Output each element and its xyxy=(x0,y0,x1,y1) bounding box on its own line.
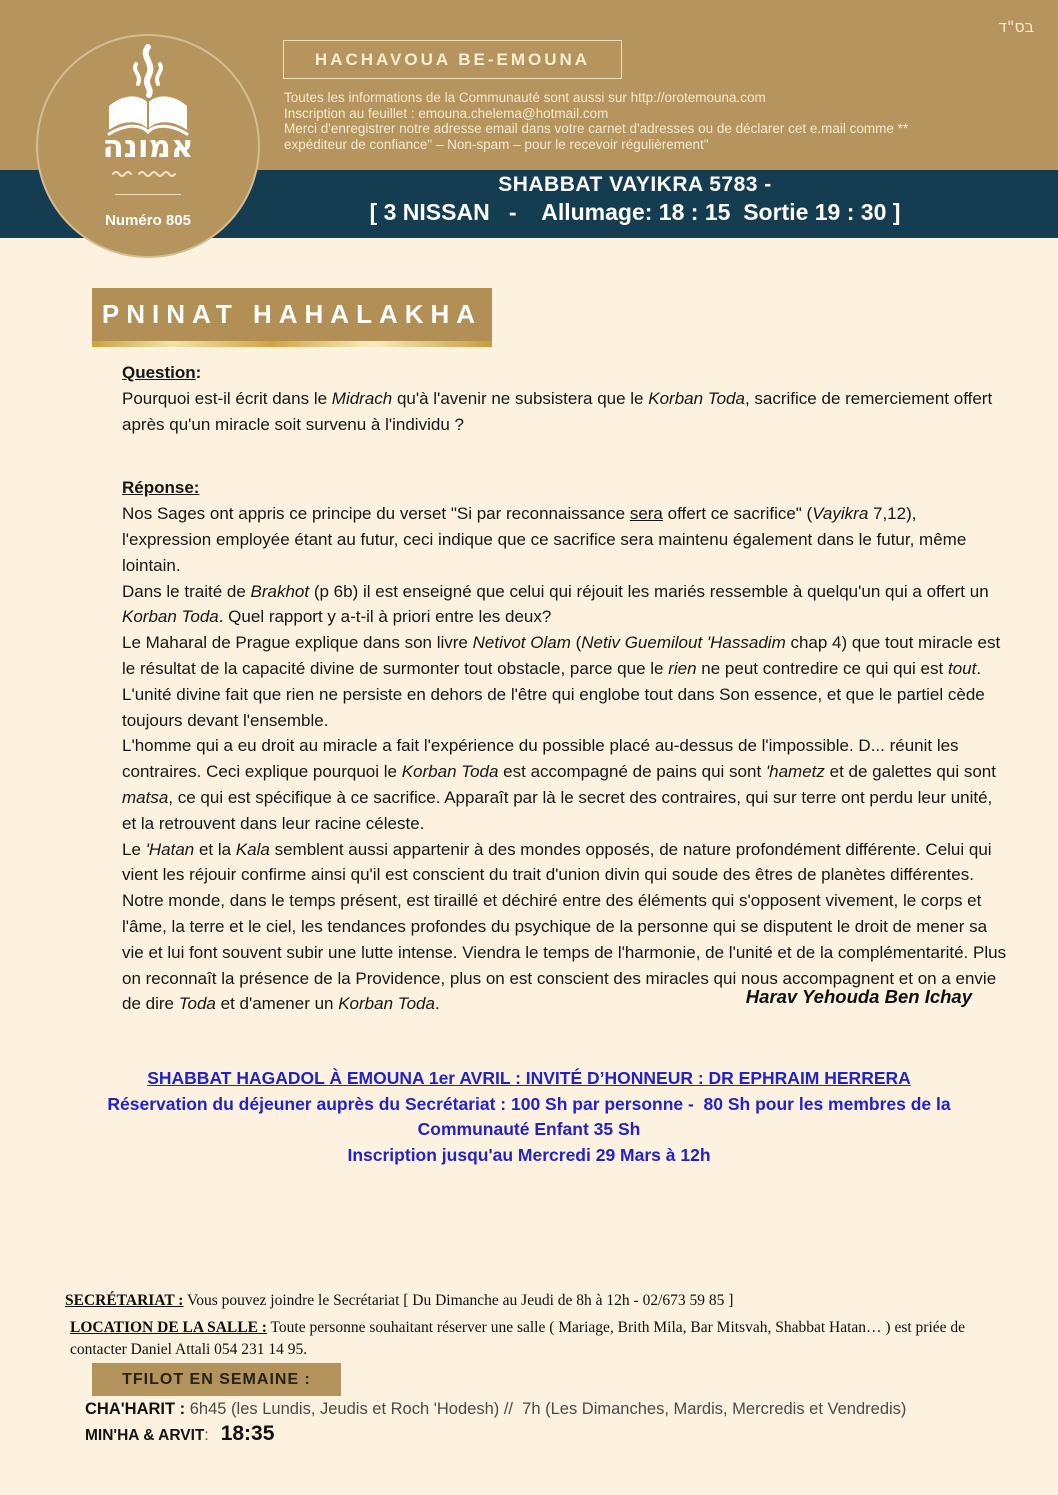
question-label: Question: xyxy=(122,363,202,382)
bsd-hebrew-text: בס"ד xyxy=(998,17,1034,36)
newsletter-title-box xyxy=(283,40,622,79)
secretariat-section xyxy=(65,1290,1015,1362)
tfilot-banner xyxy=(92,1363,341,1396)
secretariat-line: SECRÉTARIAT : Vous pouvez joindre le Secrétariat [ Du Dimanche au Jeudi de 8h à 12h - 02/673 59 85 ] xyxy=(65,1292,734,1309)
minha-colon: : xyxy=(204,1427,209,1444)
reponse-label: Réponse: xyxy=(122,478,200,498)
logo-divider xyxy=(115,194,181,195)
minha-time: 18:35 xyxy=(220,1422,275,1445)
logo-hebrew-name: אמונה xyxy=(102,129,194,165)
section-banner-pninat xyxy=(92,288,492,347)
announcement-deadline: Inscription jusqu'au Mercredi 29 Mars à 12h xyxy=(347,1144,711,1165)
article-body xyxy=(122,360,1008,1017)
chaharit-line xyxy=(85,1400,906,1419)
newsletter-title: HACHAVOUA BE-EMOUNA xyxy=(314,49,591,69)
minha-line xyxy=(85,1422,274,1446)
author-signature: Harav Yehouda Ben Ichay xyxy=(745,986,972,1007)
location-line: LOCATION DE LA SALLE : Toute personne souhaitant réserver une salle ( Mariage, Brith Mila, Bar Mitsvah, Shabbat Hatan… ) est priée de contacter Daniel Attali 054 231 14 95. xyxy=(70,1318,966,1358)
shabbat-title: SHABBAT VAYIKRA 5783 - xyxy=(498,173,772,196)
logo-subtext-script xyxy=(111,169,185,178)
shabbat-times: [ 3 NISSAN - Allumage: 18 : 15 Sortie 19 : 30 ] xyxy=(369,199,901,225)
issue-number: Numéro 805 xyxy=(105,212,191,229)
flame-book-logo-icon xyxy=(103,44,193,136)
announcement-block xyxy=(0,1066,1058,1168)
section-title: PNINAT HAHALAKHA xyxy=(92,288,492,341)
community-logo-circle xyxy=(36,34,260,258)
question-text: Pourquoi est-il écrit dans le Midrach qu'à l'avenir ne subsistera que le Korban Toda, sacrifice de remerciement offert après qu'un miracle soit survenu à l'individu ? xyxy=(122,388,993,434)
announcement-reservation: Réservation du déjeuner auprès du Secrétariat : 100 Sh par personne - 80 Sh pour les membres de la Communauté Enfant 35 Sh xyxy=(107,1093,951,1139)
header-info-lines: Toutes les informations de la Communauté sont aussi sur http://orotemouna.com Inscription au feuillet : emouna.chelema@hotmail.com Merci d'enregistrer notre adresse email dans votre carnet d'adresses ou de déclarer cet e.mail comme ** expéditeur de confiance" – Non-spam – pour le recevoir régulièrement" xyxy=(284,90,909,152)
reponse-paragraph-3: Le Maharal de Prague explique dans son livre Netivot Olam (Netiv Guemilout 'Hassadim chap 4) que tout miracle est le résultat de la capacité divine de surmonter tout obstacle, parce que le rien ne peut contredire ce qui qui est tout. L'unité divine fait que rien ne persiste en dehors de l'être qui englobe tout dans Son essence, et que le partiel cède toujours devant l'ensemble. xyxy=(122,633,1001,730)
chaharit-label: CHA'HARIT : xyxy=(85,1400,190,1418)
reponse-paragraph-5: Le 'Hatan et la Kala semblent aussi appartenir à des mondes opposés, de nature profondément différente. Celui qui vient les réjouir confirme ainsi qu'il est conscient du trait d'union divin qui soude des êtres de planètes différentes. Notre monde, dans le temps présent, est tiraillé et déchiré entre des éléments qui s'opposent vivement, le corps et l'âme, la terre et le ciel, les tendances profondes du psychique de la personne qui se disputent le droit de mener sa vie et lui font souvent subir une lutte intense. Viendra le temps de l'harmonie, de l'unité et de la complémentarité. Plus on reconnaît la présence de la Providence, plus on est conscient des miracles qui nous accompagnent et on a envie de dire Toda et d'amener un Korban Toda. xyxy=(122,839,1007,1014)
reponse-paragraph-1: Nos Sages ont appris ce principe du verset "Si par reconnaissance sera offert ce sacrifice" (Vayikra 7,12), l'expression employée étant au futur, ceci indique que ce sacrifice sera maintenu également dans le futur, même lointain. xyxy=(122,504,967,575)
gold-foil-strip xyxy=(92,341,492,347)
tfilot-banner-label: TFILOT EN SEMAINE : xyxy=(122,1370,311,1388)
minha-label: MIN'HA & ARVIT xyxy=(85,1427,205,1444)
chaharit-times: 6h45 (les Lundis, Jeudis et Roch 'Hodesh) // 7h (Les Dimanches, Mardis, Mercredis et Vendredis) xyxy=(189,1400,907,1418)
reponse-paragraph-4: L'homme qui a eu droit au miracle a fait l'expérience du possible placé au-dessus de l'impossible. D... réunit les contraires. Ceci explique pourquoi le Korban Toda est accompagné de pains qui sont 'hametz et de galettes qui sont matsa, ce qui est spécifique à ce sacrifice. Apparaît par là le secret des contraires, qui sur terre ont perdu leur unité, et la retrouvent dans leur racine céleste. xyxy=(122,736,996,833)
reponse-paragraph-2: Dans le traité de Brakhot (p 6b) il est enseigné que celui qui réjouit les mariés ressemble à quelqu'un qui a offert un Korban Toda. Quel rapport y a-t-il à priori entre les deux? xyxy=(122,581,989,627)
announcement-title: SHABBAT HAGADOL À EMOUNA 1er AVRIL : INVITÉ D’HONNEUR : DR EPHRAIM HERRERA xyxy=(147,1068,911,1088)
